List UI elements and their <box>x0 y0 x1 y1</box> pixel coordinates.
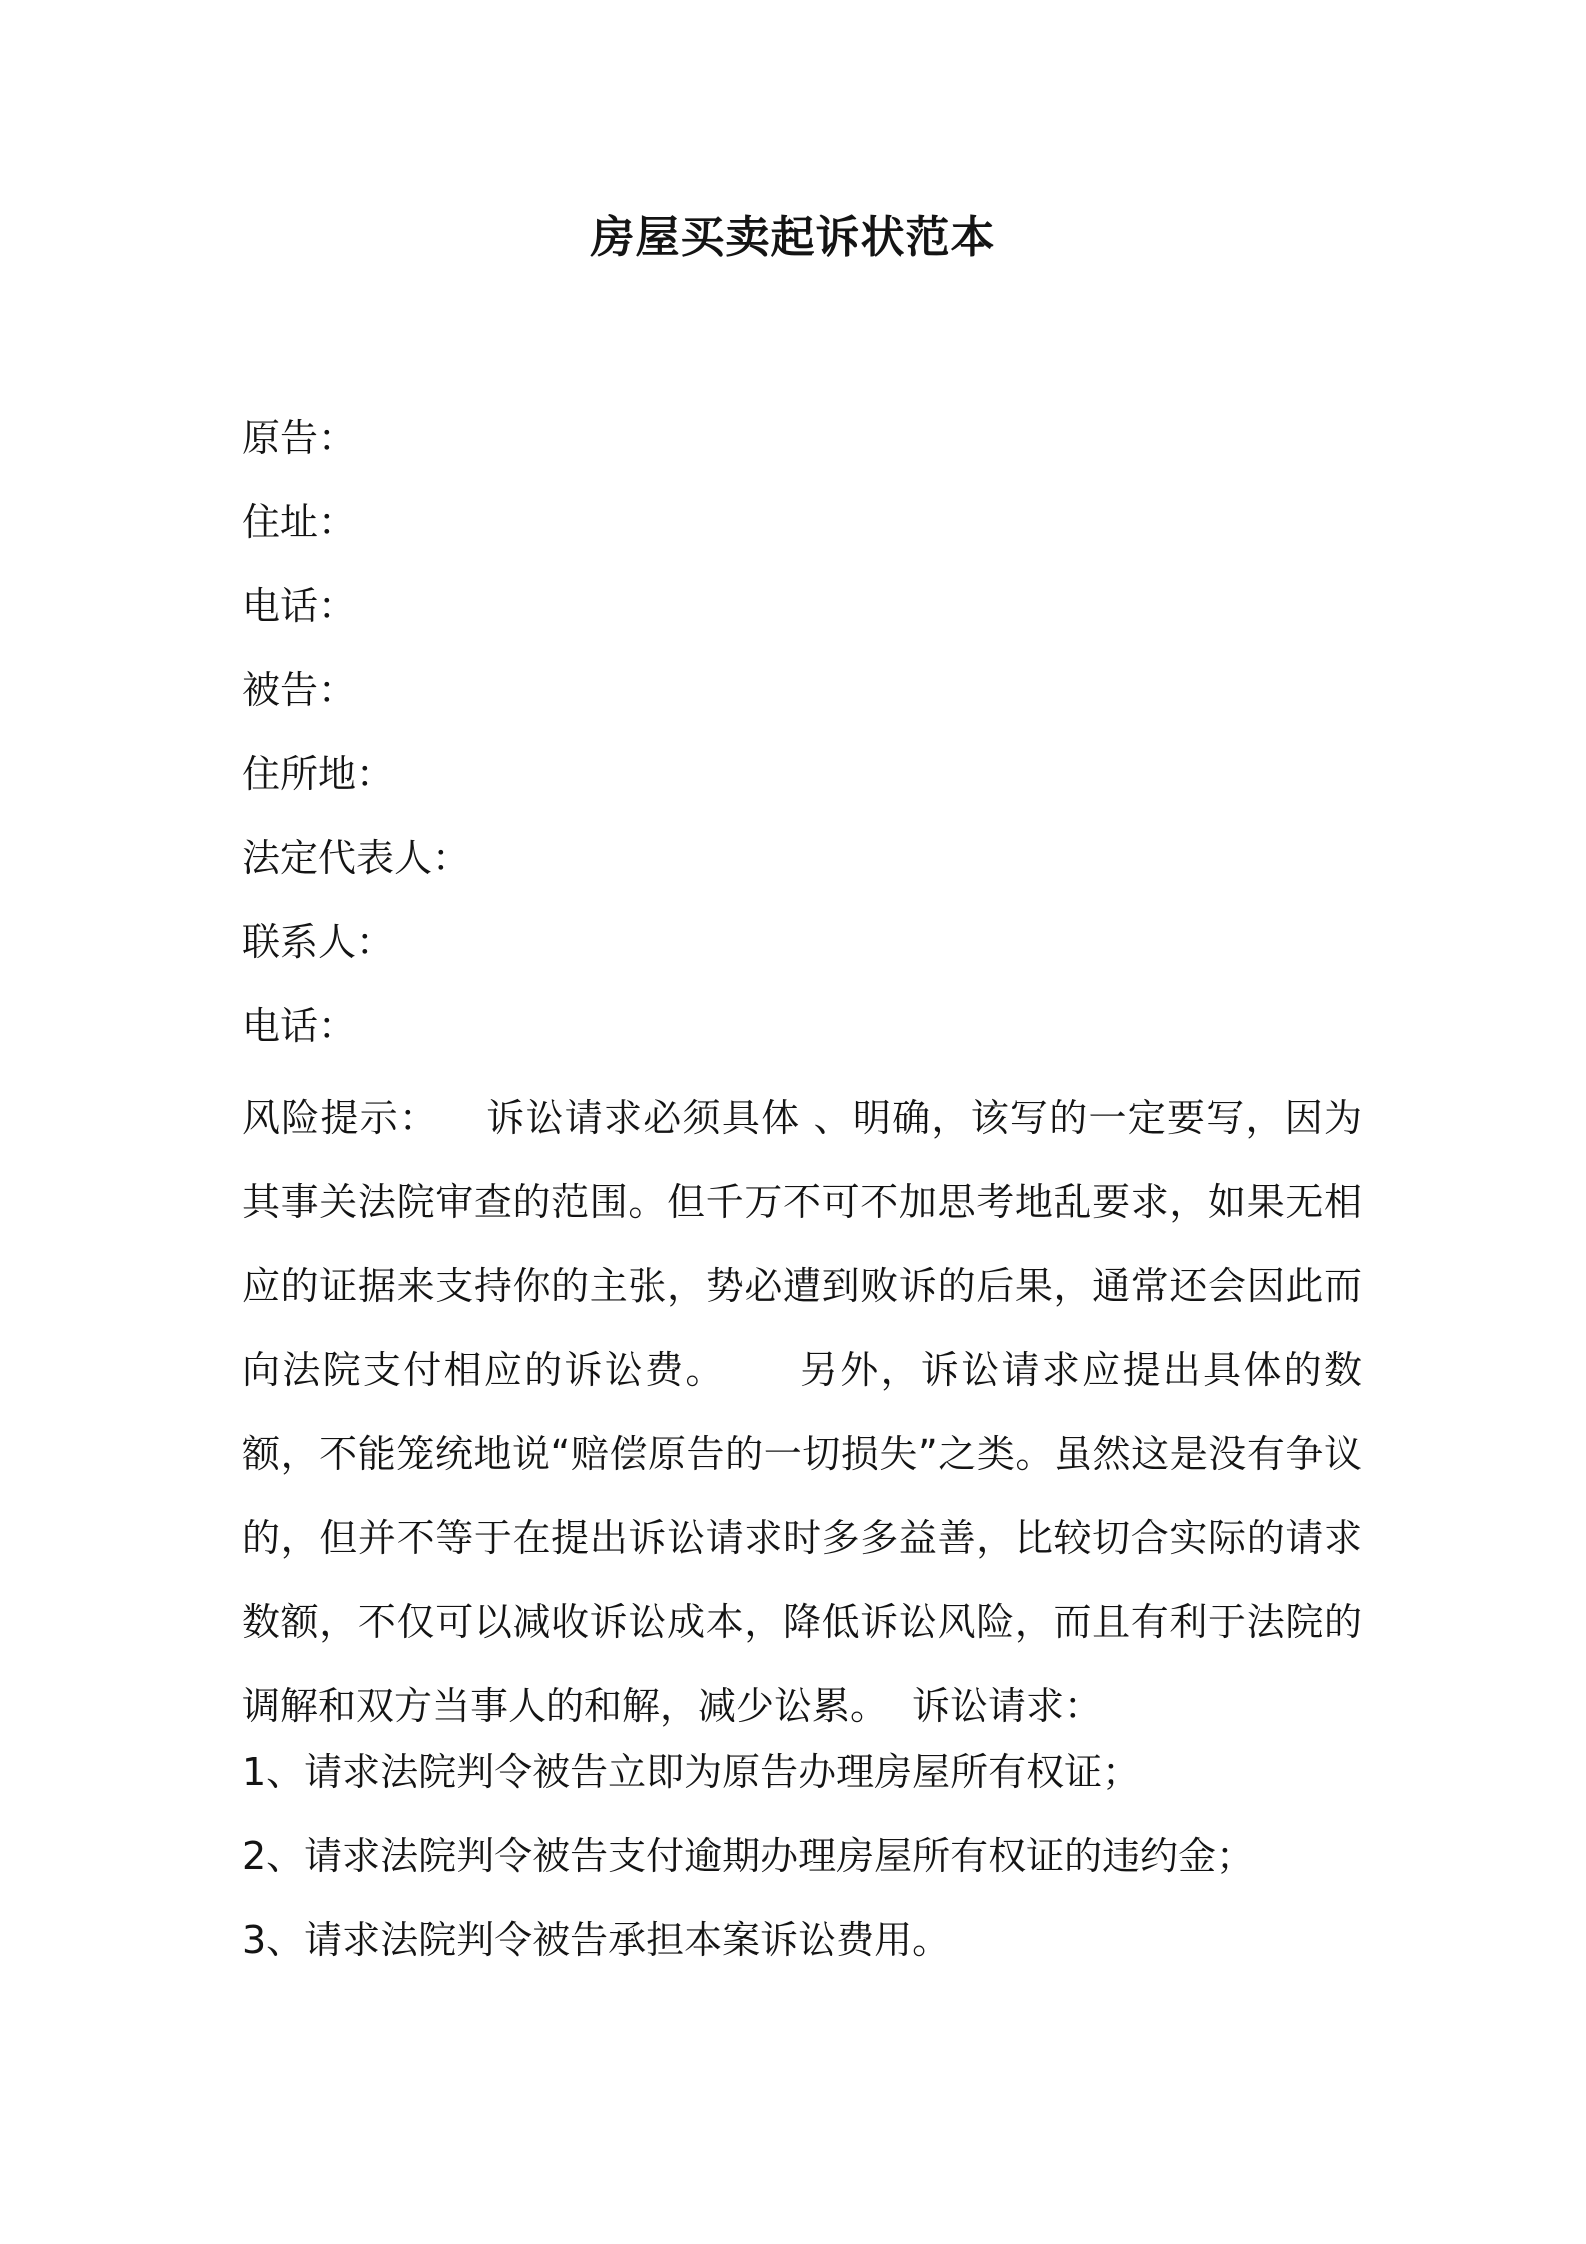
claim-item: 3、请求法院判令被告承担本案诉讼费用。 <box>242 1918 951 1962</box>
claim-item: 2、请求法院判令被告支付逾期办理房屋所有权证的违约金； <box>242 1834 1255 1878</box>
risk-notice-label: 风险提示： <box>242 1096 439 1140</box>
claims-heading: 诉讼请求： <box>912 1684 1103 1728</box>
claim-item: 1、请求法院判令被告立即为原告办理房屋所有权证； <box>242 1750 1141 1794</box>
defendant-phone-label: 电话： <box>242 1004 357 1048</box>
defendant-domicile-label: 住所地： <box>242 752 395 796</box>
defendant-label: 被告： <box>242 668 357 712</box>
contact-person-label: 联系人： <box>242 920 395 964</box>
risk-notice-text-1: 诉讼请求必须具体 、明确，该写的一定要写，因为其事关法院审查的范围。但千万不可不加思考地乱要求，如果无相应的证据来支持你的主张，势必遭到败诉的后果，通常还会因此而向法院支付相应的诉讼费。 <box>242 1096 1362 1392</box>
legal-representative-label: 法定代表人： <box>242 836 471 880</box>
risk-notice-paragraph <box>242 1076 1362 1748</box>
risk-notice-text-2: 另外，诉讼请求应提出具体的数额，不能笼统地说“赔偿原告的一切损失”之类。虽然这是没有争议的，但并不等于在提出诉讼请求时多多益善，比较切合实际的请求数额，不仅可以减收诉讼成本，降低诉讼风险，而且有利于法院的调解和双方当事人的和解，减少讼累。 <box>242 1348 1362 1728</box>
plaintiff-phone-label: 电话： <box>242 584 357 628</box>
plaintiff-label: 原告： <box>242 416 357 460</box>
document-title: 房屋买卖起诉状范本 <box>590 212 996 263</box>
plaintiff-address-label: 住址： <box>242 500 357 544</box>
party-info-list <box>242 408 1362 1080</box>
claims-list <box>242 1742 1362 1994</box>
